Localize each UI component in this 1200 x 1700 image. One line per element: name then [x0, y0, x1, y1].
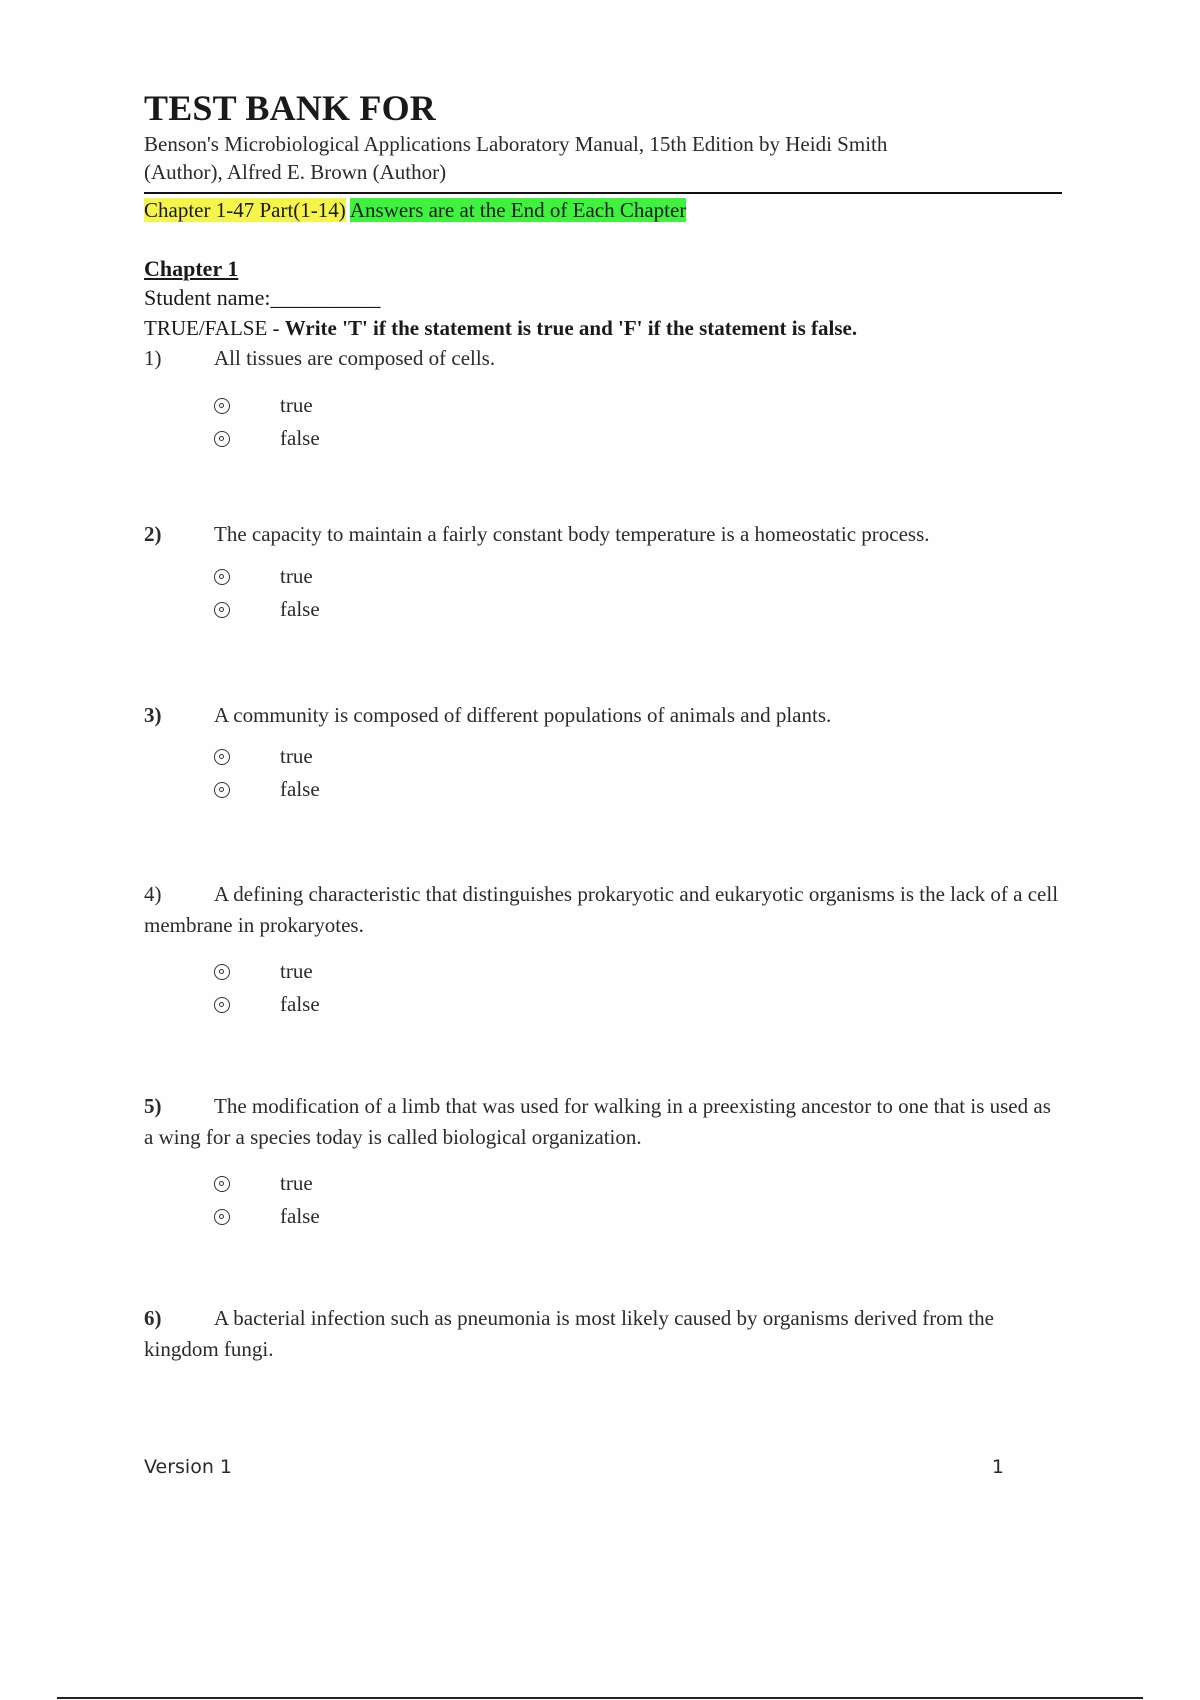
highlight-line	[144, 196, 1062, 224]
option-false[interactable]	[214, 422, 320, 455]
option-label: false	[280, 426, 320, 450]
option-true[interactable]	[214, 389, 320, 422]
option-true[interactable]	[214, 560, 320, 593]
document-content	[144, 88, 1062, 1361]
radio-button-icon[interactable]	[214, 1209, 230, 1225]
option-false[interactable]	[214, 593, 320, 626]
student-name-field: Student name:__________	[144, 285, 381, 310]
question-6	[144, 1303, 1062, 1365]
question-number: 6)	[144, 1306, 162, 1330]
subtitle-line-2: (Author), Alfred E. Brown (Author)	[144, 160, 447, 184]
option-label: false	[280, 777, 320, 801]
question-number: 4)	[144, 882, 162, 906]
option-label: true	[280, 564, 313, 588]
instructions-prefix: TRUE/FALSE -	[144, 316, 285, 340]
question-text: The capacity to maintain a fairly constant body temperature is a homeostatic process.	[214, 522, 930, 546]
option-label: true	[280, 1171, 313, 1195]
option-false[interactable]	[214, 1200, 320, 1233]
subtitle-line-1: Benson's Microbiological Applications Laboratory Manual, 15th Edition by Heidi Smith	[144, 132, 888, 156]
radio-button-icon[interactable]	[214, 782, 230, 798]
radio-button-icon[interactable]	[214, 749, 230, 765]
radio-button-icon[interactable]	[214, 398, 230, 414]
question-stem	[144, 1303, 1062, 1365]
document-title: TEST BANK FOR	[144, 88, 437, 128]
header-rule	[144, 192, 1062, 194]
document-subtitle	[144, 130, 1062, 186]
chapter-heading: Chapter 1	[144, 256, 239, 281]
question-stem	[144, 1091, 1062, 1153]
question-number: 3)	[144, 703, 162, 727]
question-5	[144, 1091, 1062, 1228]
question-stem	[144, 343, 1062, 374]
radio-button-icon[interactable]	[214, 431, 230, 447]
question-4	[144, 879, 1062, 1016]
radio-button-icon[interactable]	[214, 964, 230, 980]
option-label: true	[280, 959, 313, 983]
option-false[interactable]	[214, 773, 320, 806]
radio-button-icon[interactable]	[214, 569, 230, 585]
option-label: true	[280, 393, 313, 417]
page-number: 1	[991, 1456, 1004, 1478]
question-number: 1)	[144, 346, 162, 370]
question-stem	[144, 700, 1062, 731]
question-number: 5)	[144, 1094, 162, 1118]
chapter-range-highlight: Chapter 1-47 Part(1-14)	[144, 198, 346, 222]
version-label: Version 1	[144, 1456, 232, 1478]
question-1	[144, 343, 1062, 450]
question-number: 2)	[144, 522, 162, 546]
page-footer	[144, 1456, 1004, 1478]
answer-options	[214, 1167, 320, 1233]
bottom-rule	[57, 1697, 1143, 1699]
question-text: All tissues are composed of cells.	[214, 346, 496, 370]
answer-options	[214, 955, 320, 1021]
option-label: false	[280, 992, 320, 1016]
option-label: true	[280, 744, 313, 768]
instructions	[144, 313, 1062, 343]
option-true[interactable]	[214, 1167, 320, 1200]
question-stem	[144, 879, 1062, 941]
question-2	[144, 519, 1062, 621]
option-true[interactable]	[214, 740, 320, 773]
instructions-text: Write 'T' if the statement is true and 'F' if the statement is false.	[284, 316, 858, 340]
radio-button-icon[interactable]	[214, 602, 230, 618]
option-label: false	[280, 1204, 320, 1228]
question-text: A defining characteristic that distinguishes prokaryotic and eukaryotic organisms is the lack of a cell membrane in prokaryotes.	[144, 882, 1059, 937]
answer-options	[214, 389, 320, 455]
answers-note-highlight: Answers are at the End of Each Chapter	[349, 198, 687, 222]
answer-options	[214, 740, 320, 806]
radio-button-icon[interactable]	[214, 1176, 230, 1192]
question-stem	[144, 519, 1062, 550]
answer-options	[214, 560, 320, 626]
question-3	[144, 700, 1062, 801]
option-false[interactable]	[214, 988, 320, 1021]
option-label: false	[280, 597, 320, 621]
question-text: A bacterial infection such as pneumonia is most likely caused by organisms derived from the kingdom fungi.	[144, 1306, 994, 1361]
option-true[interactable]	[214, 955, 320, 988]
question-text: The modification of a limb that was used for walking in a preexisting ancestor to one that is used as a wing for a species today is called biological organization.	[144, 1094, 1051, 1149]
question-text: A community is composed of different populations of animals and plants.	[214, 703, 832, 727]
radio-button-icon[interactable]	[214, 997, 230, 1013]
